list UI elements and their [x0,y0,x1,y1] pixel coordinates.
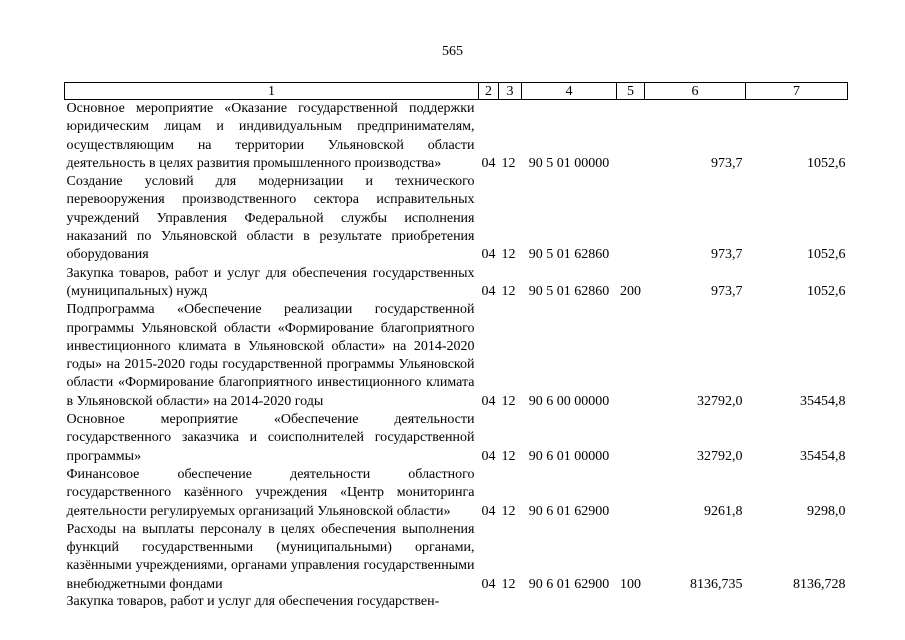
expense-type-code [617,411,645,466]
column-header: 4 [522,83,617,100]
target-article-code: 90 6 01 62900 [528,503,610,519]
expense-name: Закупка товаров, работ и услуг для обеспечения государственных (муниципальных) нужд [66,265,475,299]
expense-type-code [617,100,645,174]
expense-type-code [617,594,645,610]
page-number: 565 [442,44,463,59]
amount-col7: 35454,8 [800,393,846,409]
amount-col7: 35454,8 [800,448,846,464]
expense-name: Закупка товаров, работ и услуг для обеспечения государствен- [66,594,440,610]
subsection-code: 12 [501,247,516,263]
subsection-code: 12 [501,155,516,171]
amount-col7: 8136,728 [793,576,846,592]
section-code: 04 [481,247,496,263]
target-article-code [522,594,617,610]
column-header: 6 [645,83,746,100]
target-article-code: 90 6 01 00000 [528,448,610,464]
amount-col6: 973,7 [711,283,743,299]
amount-col7: 1052,6 [807,247,846,263]
expense-name: Подпрограмма «Обеспечение реализации государственной программы Ульяновской области «Формирование благоприятного инвестиционного климата в Ульяновской области» на 2014-2020 годы» на 2015-2020 годы государственной программы Ульяновской области «Формирование благоприятного инвестиционного климата в Ульяновской области» на 2014-2020 годы [66,302,475,409]
column-header: 3 [499,83,522,100]
expense-type-code: 200 [620,283,641,299]
section-code: 04 [481,448,496,464]
expense-name: Основное мероприятие «Обеспечение деятельности государственного заказчика и соисполнителей государственной программы» [66,412,475,464]
subsection-code: 12 [501,393,516,409]
amount-col6: 973,7 [711,155,743,171]
column-header: 1 [65,83,479,100]
subsection-code [499,594,522,610]
section-code: 04 [481,393,496,409]
target-article-code: 90 6 00 00000 [528,393,610,409]
column-header: 7 [746,83,848,100]
target-article-code: 90 5 01 00000 [528,155,610,171]
expense-name: Создание условий для модернизации и технического перевооружения производственного сектора исправительных учреждений Управления Федеральной службы исполнения наказаний по Ульяновской области в результате приобретения оборудования [66,174,475,263]
subsection-code: 12 [501,576,516,592]
expense-type-code [617,301,645,411]
table-row [65,411,848,466]
section-code: 04 [481,155,496,171]
amount-col6 [645,594,746,610]
subsection-code: 12 [501,283,516,299]
section-code: 04 [481,576,496,592]
column-header: 5 [617,83,645,100]
amount-col6: 9261,8 [704,503,743,519]
expense-name: Основное мероприятие «Оказание государственной поддержки юридическим лицам и индивидуальным предпринимателям, осуществляющим на территории Ульяновской области деятельность в целях развития промышленного производства» [66,101,475,171]
target-article-code: 90 6 01 62900 [528,576,610,592]
expense-type-code: 100 [620,576,641,592]
amount-col6: 8136,735 [690,576,743,592]
table-row [65,521,848,594]
budget-table [64,82,848,610]
amount-col6: 32792,0 [697,393,743,409]
expense-type-code [617,466,645,521]
table-row [65,301,848,411]
subsection-code: 12 [501,448,516,464]
table-row [65,100,848,174]
table-row [65,173,848,264]
subsection-code: 12 [501,503,516,519]
table-row [65,594,848,610]
amount-col7: 1052,6 [807,283,846,299]
target-article-code: 90 5 01 62860 [528,247,610,263]
amount-col7: 9298,0 [807,503,846,519]
table-row [65,466,848,521]
amount-col7 [746,594,848,610]
column-header: 2 [479,83,499,100]
target-article-code: 90 5 01 62860 [528,283,610,299]
table-row [65,265,848,302]
expense-type-code [617,173,645,264]
expense-name: Расходы на выплаты персоналу в целях обеспечения выполнения функций государственными (муниципальными) органами, казёнными учреждениями, органами управления государственными внебюджетными фондами [66,521,475,592]
section-code [479,594,499,610]
expense-name: Финансовое обеспечение деятельности областного государственного казённого учреждения «Центр мониторинга деятельности регулируемых организаций Ульяновской области» [66,466,475,519]
table-header-row [65,83,848,100]
amount-col6: 973,7 [711,247,743,263]
amount-col7: 1052,6 [807,155,846,171]
section-code: 04 [481,283,496,299]
section-code: 04 [481,503,496,519]
amount-col6: 32792,0 [697,448,743,464]
